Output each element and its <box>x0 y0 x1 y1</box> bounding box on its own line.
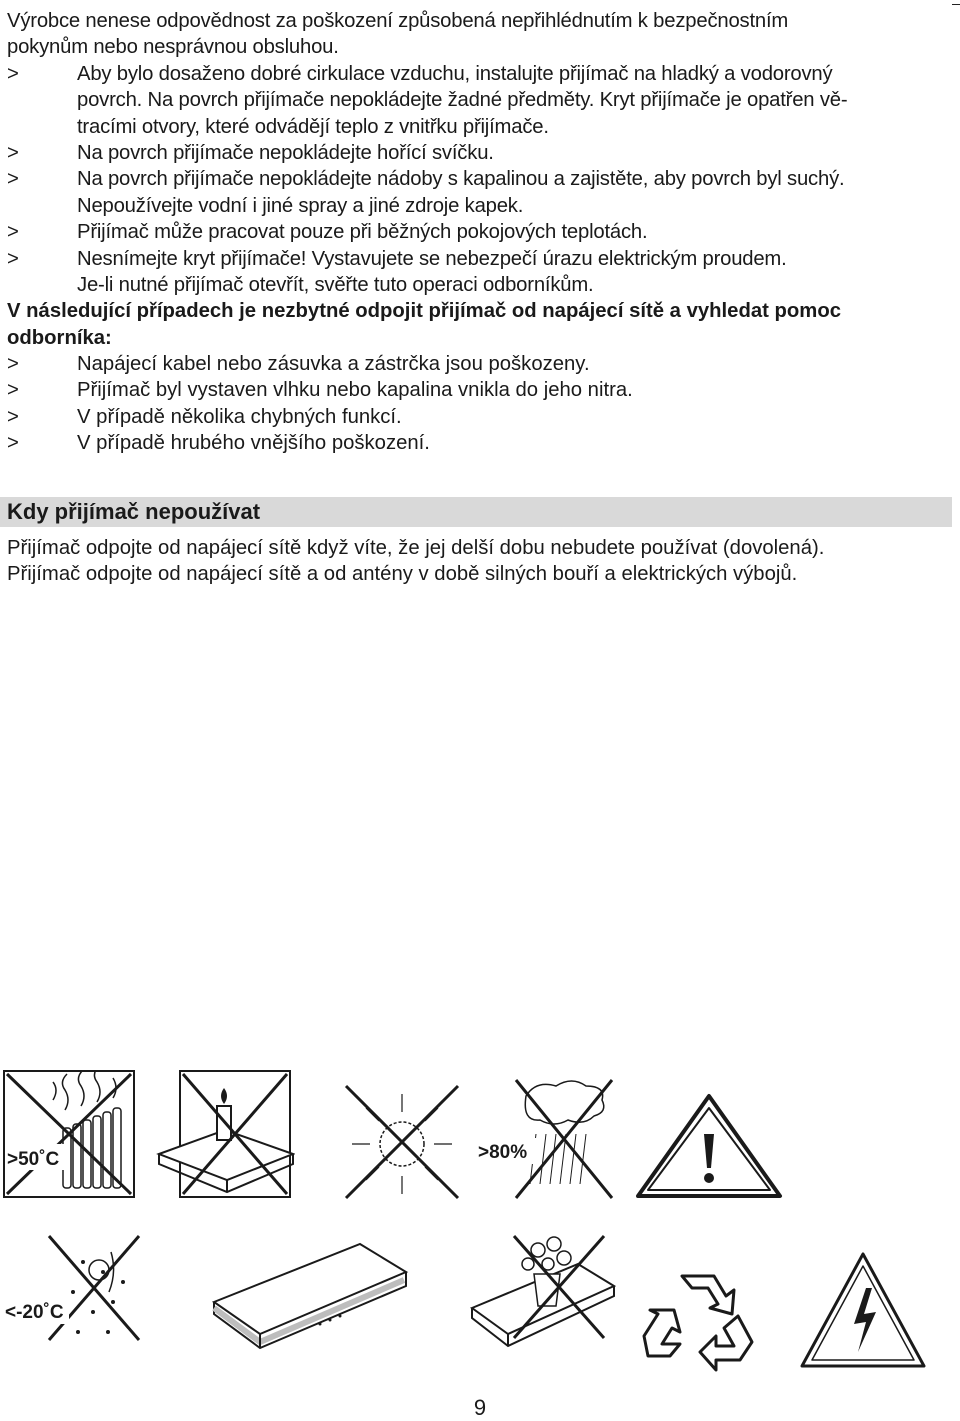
bullet-text: Na povrch přijímače nepokládejte hořící svíčku. <box>77 141 494 164</box>
bullet-line <box>7 114 955 140</box>
bullet-text: Nepoužívejte vodní i jiné spray a jiné zdroje kapek. <box>77 194 524 217</box>
bullet-text: tracími otvory, které odvádějí teplo z vnitřku přijímače. <box>77 115 549 138</box>
section-body <box>7 535 824 588</box>
warning-item-text: Napájecí kabel nebo zásuvka a zástrčka jsou poškozeny. <box>77 353 590 376</box>
warning-triangle-icon <box>634 1090 784 1202</box>
sunlight-prohibited-icon <box>342 1082 462 1202</box>
warning-item-text: V případě hrubého vnějšího poškození. <box>77 432 430 455</box>
warning-item-text: Přijímač byl vystaven vlhku nebo kapalina vnikla do jeho nitra. <box>77 379 633 402</box>
bullet-marker: > <box>7 141 19 164</box>
warning-title: V následující případech je nezbytné odpojit přijímač od napájecí sítě a vyhledat pomoc <box>7 300 841 323</box>
bullet-marker: > <box>7 353 19 376</box>
bullet-line <box>7 246 955 272</box>
bullet-text: povrch. Na povrch přijímače nepokládejte žadné předměty. Kryt přijímače je opatřen vě- <box>77 89 848 112</box>
humidity-label: >80% <box>478 1142 528 1163</box>
bullet-line <box>7 87 955 113</box>
bullet-marker: > <box>7 168 19 191</box>
warning-item-text: V případě několika chybných funkcí. <box>77 405 402 428</box>
recycle-icon <box>638 1262 758 1374</box>
warning-item <box>7 404 955 430</box>
bullet-marker: > <box>7 432 19 455</box>
bullet-line <box>7 219 955 245</box>
warning-item <box>7 430 955 456</box>
bullet-marker: > <box>7 62 19 85</box>
section-line: Přijímač odpojte od napájecí sítě a od antény v době silných bouří a elektrických výbojů. <box>7 563 798 586</box>
liquid-prohibited-icon <box>468 1234 618 1354</box>
bullet-line <box>7 272 955 298</box>
section-line: Přijímač odpojte od napájecí sítě když víte, že jej delší dobu nebudete používat (dovolená). <box>7 537 825 559</box>
bullet-text: Je-li nutné přijímač otevřít, svěřte tuto operaci odborníkům. <box>77 273 594 296</box>
bullet-marker: > <box>7 379 19 402</box>
cold-label: <-20˚C <box>5 1302 64 1323</box>
bullet-text: Přijímač může pracovat pouze při běžných pokojových teplotách. <box>77 221 648 244</box>
bullet-line <box>7 166 955 192</box>
high-temperature-prohibited-icon <box>3 1070 135 1198</box>
warning-item <box>7 377 955 403</box>
section-heading-bar <box>0 497 952 527</box>
top-rule <box>952 4 960 5</box>
warning-item <box>7 351 955 377</box>
bullet-text: Na povrch přijímače nepokládejte nádoby s kapalinou a zajistěte, aby povrch byl suchý. <box>77 168 845 191</box>
bullet-line <box>7 140 955 166</box>
humidity-prohibited-icon <box>476 1074 618 1202</box>
bullet-text: Aby bylo dosaženo dobré cirkulace vzduchu, instalujte přijímač na hladký a vodorovný <box>77 62 833 85</box>
intro-line: pokynům nebo nesprávnou obsluhou. <box>7 36 339 59</box>
intro-line: Výrobce nenese odpovědnost za poškození způsobená nepřihlédnutím k bezpečnostním <box>7 10 789 32</box>
low-temperature-prohibited-icon <box>3 1232 143 1344</box>
bullet-line <box>7 61 955 87</box>
section-heading: Kdy přijímač nepoužívat <box>7 499 261 524</box>
warning-title: odborníka: <box>7 326 112 349</box>
electric-shock-warning-icon <box>796 1248 930 1372</box>
bullet-marker: > <box>7 405 19 428</box>
page-number: 9 <box>473 1395 487 1420</box>
dust-prohibited-icon <box>210 1238 410 1362</box>
bullet-line <box>7 193 955 219</box>
body-text <box>7 8 955 457</box>
bullet-text: Nesnímejte kryt přijímače! Vystavujete se nebezpečí úrazu elektrickým proudem. <box>77 247 787 270</box>
bullet-marker: > <box>7 221 19 244</box>
candle-prohibited-icon <box>155 1070 295 1198</box>
heat-label: >50˚C <box>7 1149 60 1170</box>
bullet-marker: > <box>7 247 19 270</box>
